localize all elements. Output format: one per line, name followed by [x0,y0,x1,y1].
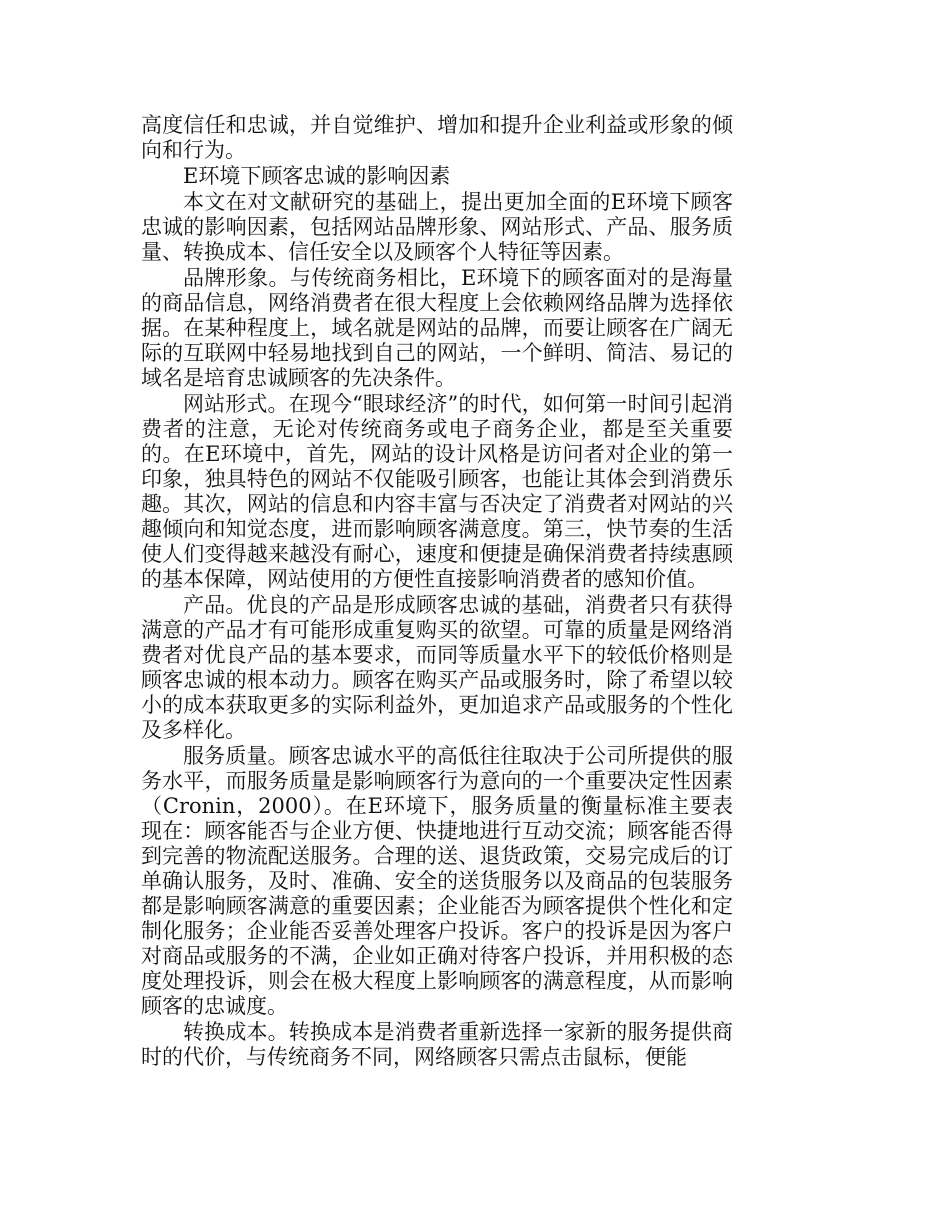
paragraph-website-form: 网站形式。在现今“眼球经济”的时代，如何第一时间引起消费者的注意，无论对传统商务或电子商务企业，都是至关重要的。在E环境中，首先，网站的设计风格是访问者对企业的第一印象，独具特色的网站不仅能吸引顾客，也能让其体会到消费乐趣。其次，网站的信息和内容丰富与否决定了消费者对网站的兴趣倾向和知觉态度，进而影响顾客满意度。第三，快节奏的生活使人们变得越来越没有耐心，速度和便捷是确保消费者持续惠顾的基本保障，网站使用的方便性直接影响消费者的感知价值。 [141,392,733,591]
document-page [141,113,733,1071]
paragraph-brand-image: 品牌形象。与传统商务相比，E环境下的顾客面对的是海量的商品信息，网络消费者在很大程度上会依赖网络品牌为选择依据。在某种程度上，域名就是网站的品牌，而要让顾客在广阔无际的互联网中轻易地找到自己的网站，一个鲜明、简洁、易记的域名是培育忠诚顾客的先决条件。 [141,266,733,390]
paragraph-service-quality: 服务质量。顾客忠诚水平的高低往往取决于公司所提供的服务水平，而服务质量是影响顾客行为意向的一个重要决定性因素（Cronin，2000）。在E环境下，服务质量的衡量标准主要表现在：顾客能否与企业方便、快捷地进行互动交流；顾客能否得到完善的物流配送服务。合理的送、退货政策，交易完成后的订单确认服务，及时、准确、安全的送货服务以及商品的包装服务都是影响顾客满意的重要因素；企业能否为顾客提供个性化和定制化服务；企业能否妥善处理客户投诉。客户的投诉是因为客户对商品或服务的不满，企业如正确对待客户投诉，并用积极的态度处理投诉，则会在极大程度上影响顾客的满意程度，从而影响顾客的忠诚度。 [141,744,733,1018]
section-heading: E环境下顾客忠诚的影响因素 [183,164,451,188]
paragraph-switching-cost: 转换成本。转换成本是消费者重新选择一家新的服务提供商时的代价，与传统商务不同，网络顾客只需点击鼠标，便能 [141,1020,733,1069]
paragraph-intro: 本文在对文献研究的基础上，提出更加全面的E环境下顾客忠诚的影响因素，包括网站品牌形象、网站形式、产品、服务质量、转换成本、信任安全以及顾客个人特征等因素。 [141,190,733,264]
paragraph-product: 产品。优良的产品是形成顾客忠诚的基础，消费者只有获得满意的产品才有可能形成重复购买的欲望。可靠的质量是网络消费者对优良产品的基本要求，而同等质量水平下的较低价格则是顾客忠诚的根本动力。顾客在购买产品或服务时，除了希望以较小的成本获取更多的实际利益外，更加追求产品或服务的个性化及多样化。 [141,593,733,742]
paragraph-continuation: 高度信任和忠诚，并自觉维护、增加和提升企业利益或形象的倾向和行为。 [141,113,733,162]
